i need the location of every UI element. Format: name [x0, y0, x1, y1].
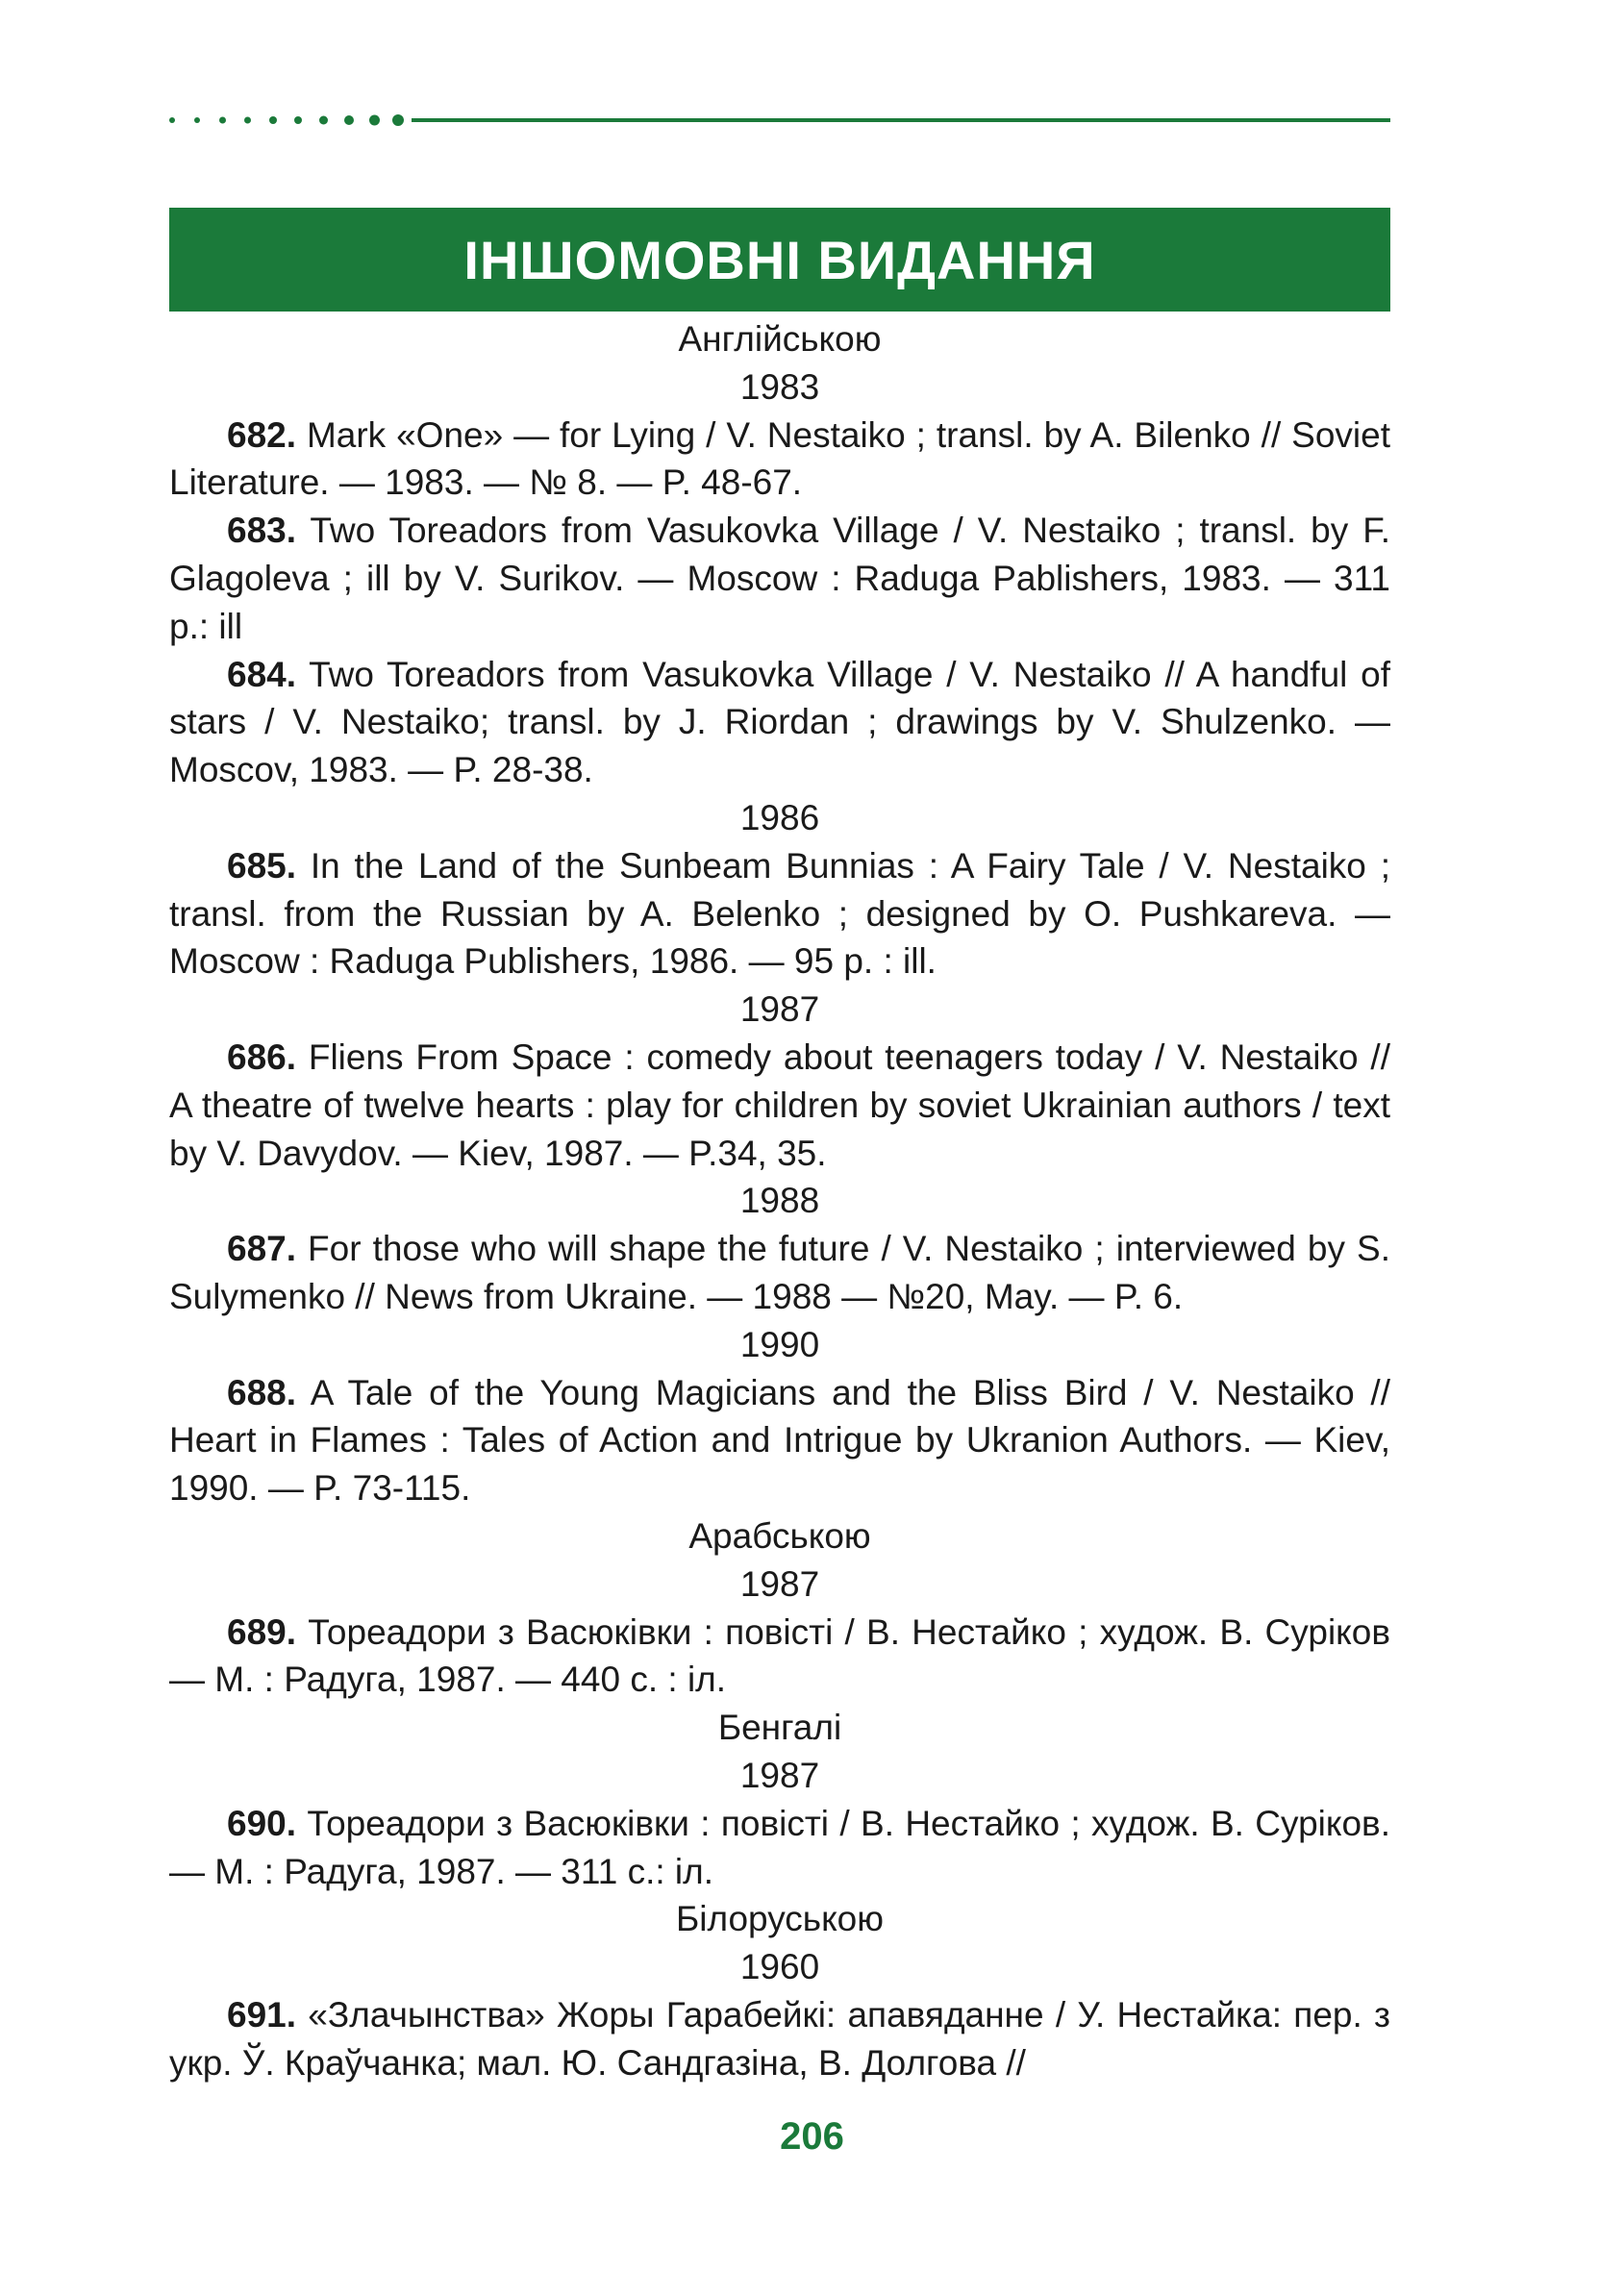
- bibliography-entry: [169, 507, 1390, 650]
- rule-dot: [269, 116, 277, 124]
- bibliography-entry: [169, 1034, 1390, 1177]
- entry-number: 684.: [227, 654, 297, 694]
- year-heading: 1990: [739, 1324, 820, 1364]
- entry-text: A Tale of the Young Magicians and the Bliss Bird / V. Nestaiko // Heart in Flames : Tales of Action and Intrigue by Ukranion Authors. — Kiev, 1990. — P. 73-115.: [169, 1372, 1390, 1509]
- rule-dot: [244, 117, 251, 124]
- bibliography-entry: [169, 651, 1390, 794]
- entry-text: Тореадори з Васюківки : повісті / В. Нестайко ; худож. В. Суріков — М. : Радуга, 1987. — 440 с. : іл.: [169, 1611, 1390, 1700]
- rule-line: [412, 118, 1390, 122]
- year-heading: 1960: [739, 1947, 820, 1987]
- rule-dot: [294, 116, 302, 124]
- entry-number: 690.: [227, 1803, 297, 1843]
- language-heading: Арабською: [688, 1515, 871, 1556]
- rule-dot: [319, 116, 328, 125]
- language-heading: Англійською: [678, 319, 882, 359]
- year-heading: 1986: [739, 797, 820, 837]
- bibliography-entry: [169, 842, 1390, 986]
- year-heading: 1987: [739, 1755, 820, 1795]
- entry-number: 685.: [227, 845, 297, 886]
- entry-text: Two Toreadors from Vasukovka Village / V. Nestaiko ; transl. by F. Glagoleva ; ill by V. Surikov. — Moscow : Raduga Pablishers, 1983. — 311 p.: ill: [169, 511, 1390, 646]
- language-heading: Бенгалі: [717, 1708, 842, 1748]
- bibliography-entry: [169, 1800, 1390, 1896]
- entry-number: 682.: [227, 414, 297, 455]
- year-heading: 1983: [739, 366, 820, 407]
- entry-number: 691.: [227, 1994, 297, 2035]
- bibliography-entry: [169, 1991, 1390, 2087]
- rule-dot: [219, 117, 226, 124]
- rule-dot: [194, 117, 200, 123]
- rule-dot: [369, 115, 380, 126]
- bibliography-entry: [169, 1225, 1390, 1321]
- entry-text: Fliens From Space : comedy about teenagers today / V. Nestaiko // A theatre of twelve hearts : play for children by soviet Ukrainian authors / text by V. Davydov. — Kiev, 1987. — P.34, 35.: [169, 1036, 1390, 1173]
- bibliography-content: [169, 315, 1390, 2086]
- year-heading: 1987: [739, 989, 820, 1030]
- rule-dot: [344, 115, 354, 125]
- language-heading: Білоруською: [675, 1899, 885, 1939]
- entry-number: 687.: [227, 1229, 297, 1269]
- entry-number: 683.: [227, 511, 297, 551]
- entry-number: 688.: [227, 1372, 297, 1412]
- page-number: 206: [780, 2115, 844, 2158]
- header-rule: [169, 113, 1390, 127]
- entry-text: For those who will shape the future / V. Nestaiko ; interviewed by S. Sulymenko // News from Ukraine. — 1988 — №20, May. — P. 6.: [169, 1229, 1390, 1316]
- rule-dot: [169, 117, 175, 123]
- rule-dot: [392, 114, 404, 126]
- entry-text: «Злачынства» Жоры Гарабейкі: апавяданне / У. Нестайка: пер. з укр. Ў. Краўчанка; мал. Ю. Сандгазіна, В. Долгова //: [169, 1994, 1390, 2083]
- entry-text: In the Land of the Sunbeam Bunnias : A Fairy Tale / V. Nestaiko ; transl. from the Russian by A. Belenko ; designed by O. Pushkareva. — Moscow : Raduga Publishers, 1986. — 95 p. : ill.: [169, 845, 1390, 982]
- bibliography-entry: [169, 1609, 1390, 1705]
- year-heading: 1987: [739, 1563, 820, 1604]
- page-title: ІНШОМОВНІ ВИДАННЯ: [463, 229, 1096, 290]
- entry-text: Two Toreadors from Vasukovka Village / V. Nestaiko // A handful of stars / V. Nestaiko; transl. by J. Riordan ; drawings by V. Shulzenko. — Moscov, 1983. — P. 28-38.: [169, 654, 1390, 790]
- year-heading: 1988: [739, 1181, 820, 1221]
- entry-text: Mark «One» — for Lying / V. Nestaiko ; transl. by A. Bilenko // Soviet Literature. — 1983. — № 8. — P. 48-67.: [169, 414, 1390, 503]
- entry-number: 689.: [227, 1611, 297, 1652]
- section-title-banner: [169, 208, 1390, 312]
- bibliography-entry: [169, 412, 1390, 508]
- bibliography-entry: [169, 1369, 1390, 1512]
- entry-number: 686.: [227, 1036, 297, 1077]
- entry-text: Тореадори з Васюківки : повісті / В. Нестайко ; худож. В. Суріков. — М. : Радуга, 1987. — 311 с.: іл.: [169, 1803, 1390, 1891]
